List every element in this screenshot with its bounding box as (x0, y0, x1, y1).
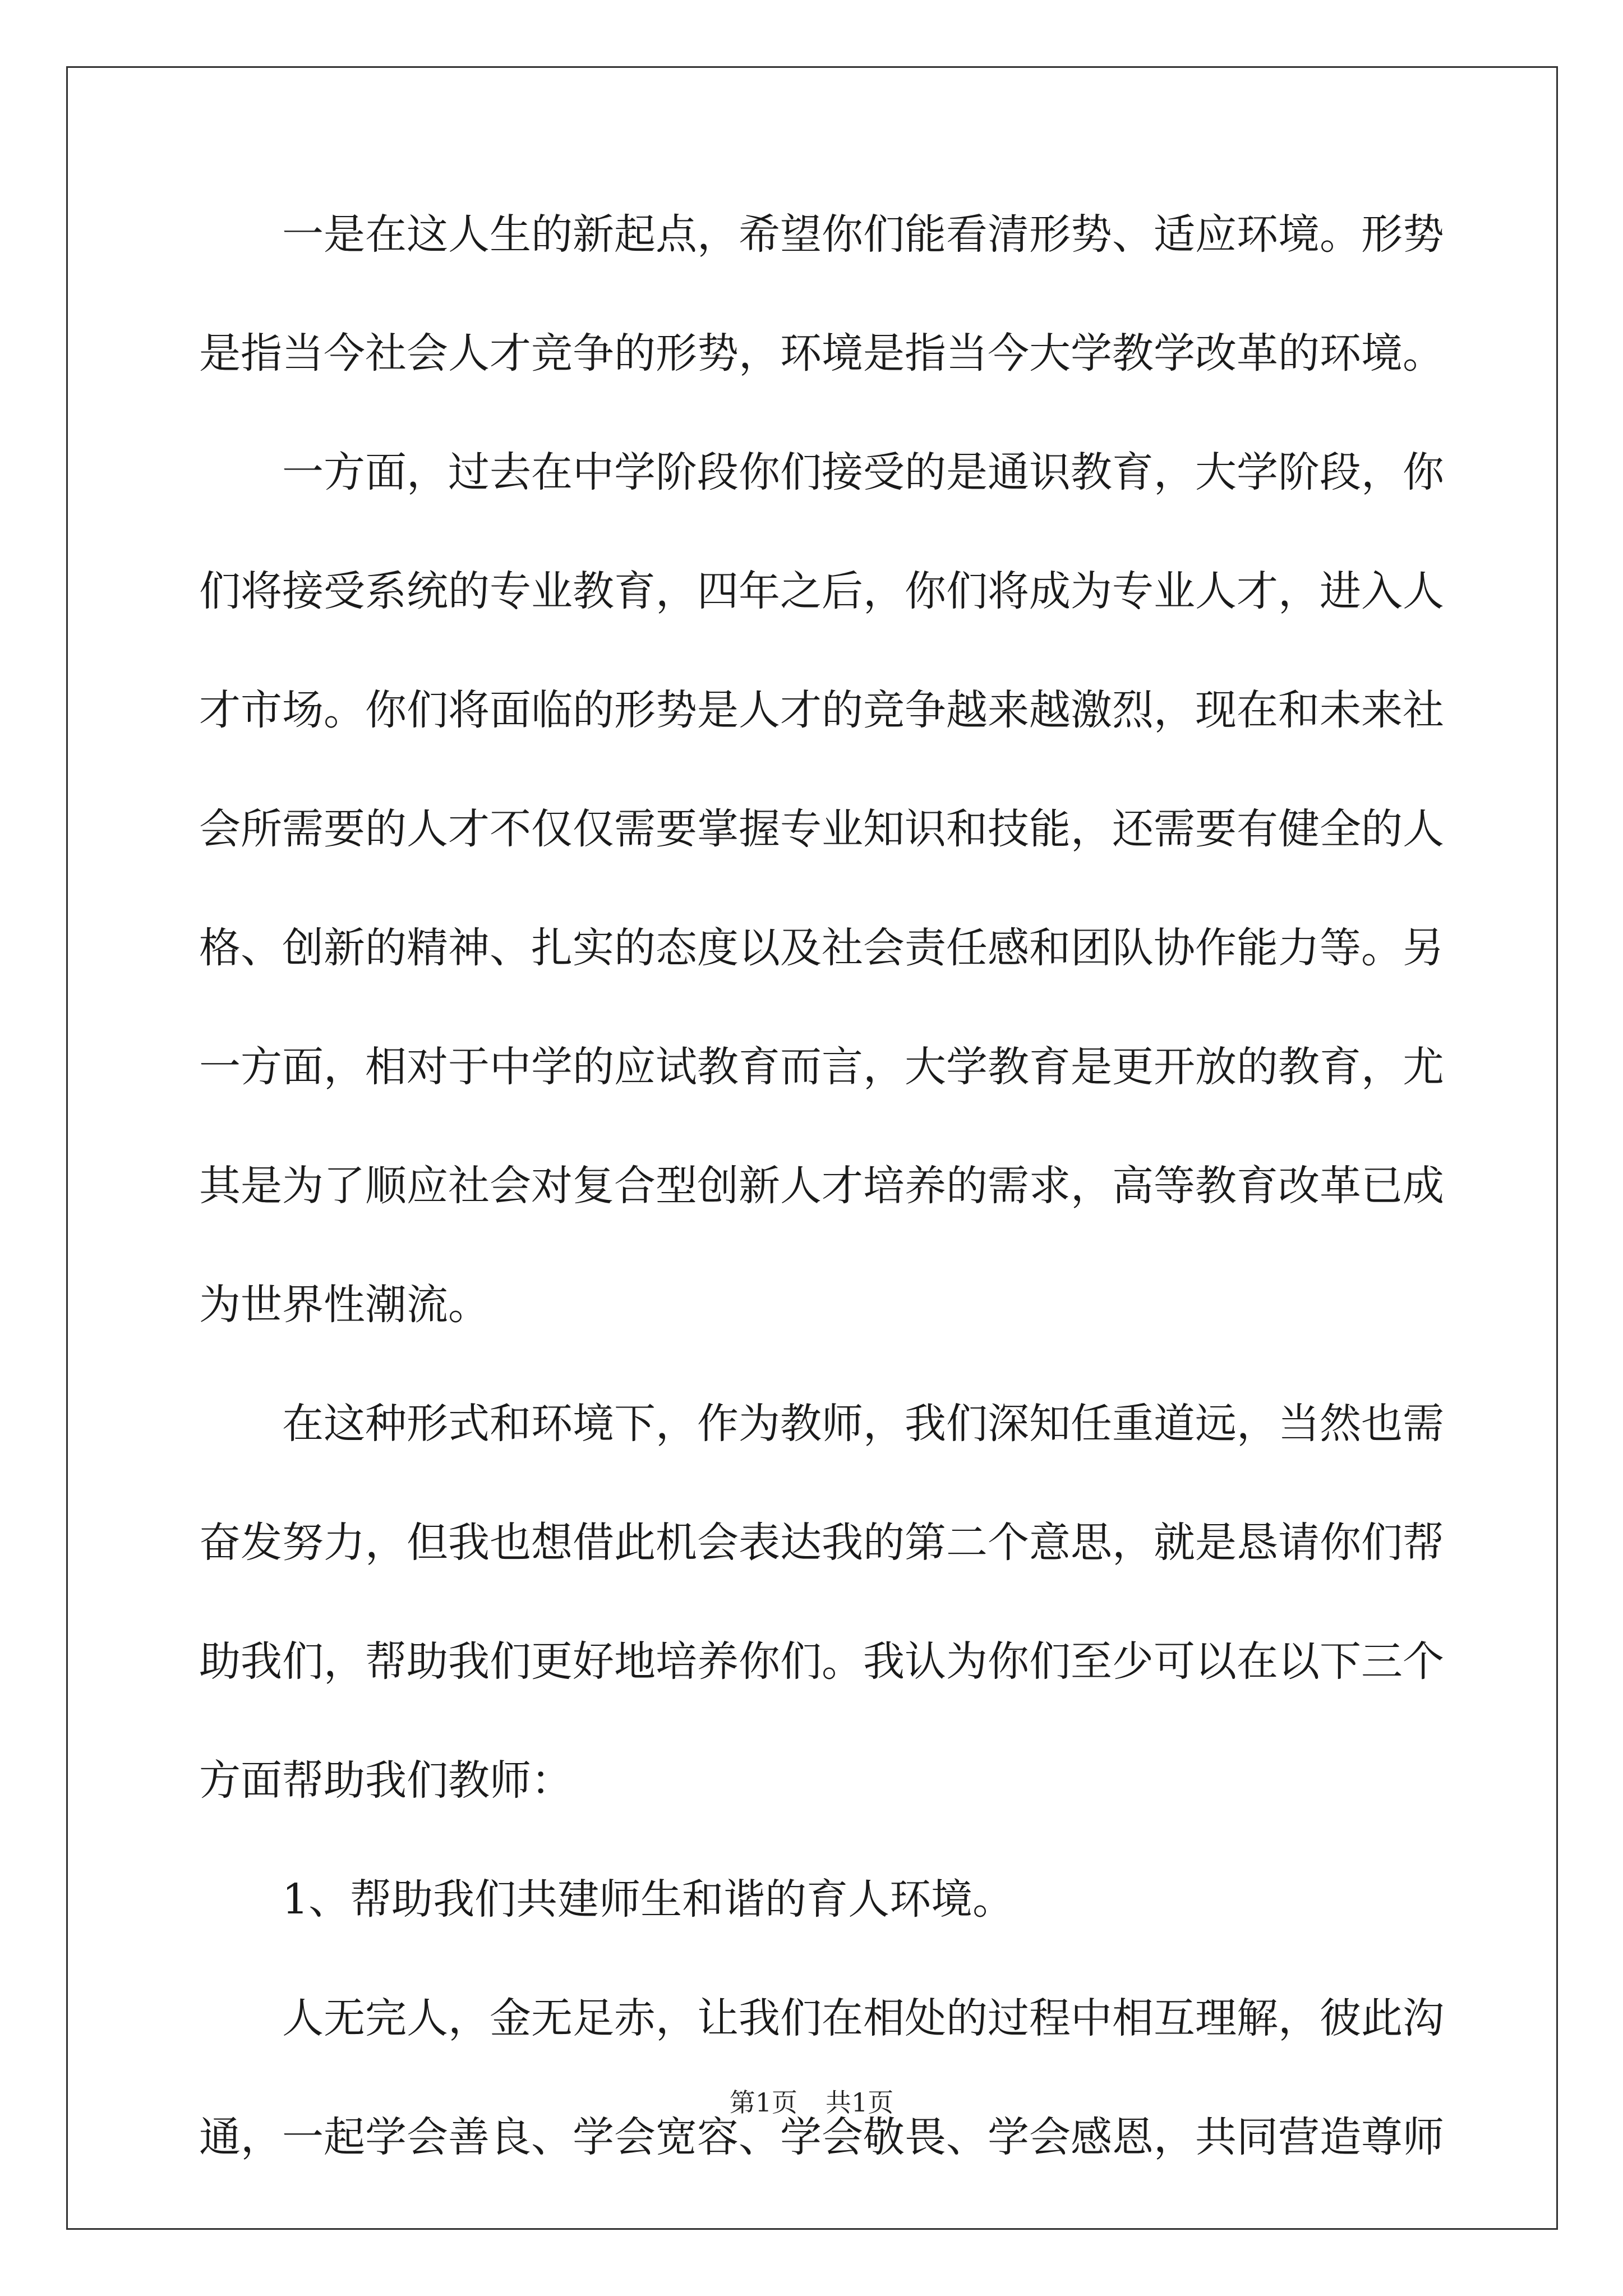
text-line: 在 这 种 形 式 和 环 境 下 ， 作 为 教 师 ， 我 们 深 知 任 重 道 远 ， 当 然 也 需 (282, 1400, 1444, 1448)
text-line: 1、帮助我们共建师生和谐的育人环境。 (199, 1875, 1015, 1924)
page-footer (0, 2086, 1623, 2119)
text-line: 会 所 需 要 的 人 才 不 仅 仅 需 要 掌 握 专 业 知 识 和 技 能 ， 还 需 要 有 健 全 的 人 (199, 805, 1444, 853)
text-line: 通 ， 一 起 学 会 善 良 、 学 会 宽 容 、 学 会 敬 畏 、 学 会 感 恩 ， 共 同 营 造 尊 师 (199, 2113, 1444, 2161)
text-line: 方面帮助我们教师： (199, 1756, 573, 1805)
text-line: 才 市 场 。 你 们 将 面 临 的 形 势 是 人 才 的 竞 争 越 来 越 激 烈 ， 现 在 和 未 来 社 (199, 686, 1444, 734)
text-line: 一 方 面 ， 过 去 在 中 学 阶 段 你 们 接 受 的 是 通 识 教 育 ， 大 学 阶 段 ， 你 (282, 448, 1444, 496)
text-line: 为世界性潮流。 (199, 1281, 490, 1329)
text-line: 们 将 接 受 系 统 的 专 业 教 育 ， 四 年 之 后 ， 你 们 将 成 为 专 业 人 才 ， 进 入 人 (199, 567, 1444, 615)
text-line: 其 是 为 了 顺 应 社 会 对 复 合 型 创 新 人 才 培 养 的 需 求 ， 高 等 教 育 改 革 已 成 (199, 1162, 1444, 1210)
text-line: 人 无 完 人 ， 金 无 足 赤 ， 让 我 们 在 相 处 的 过 程 中 相 互 理 解 ， 彼 此 沟 (282, 1994, 1444, 2042)
text-line: 助 我 们 ， 帮 助 我 们 更 好 地 培 养 你 们 。 我 认 为 你 们 至 少 可 以 在 以 下 三 个 (199, 1637, 1444, 1686)
text-line: 是 指 当 今 社 会 人 才 竞 争 的 形 势 ， 环 境 是 指 当 今 大 学 教 学 改 革 的 环 境 。 (199, 329, 1444, 378)
text-line: 一 是 在 这 人 生 的 新 起 点 ， 希 望 你 们 能 看 清 形 势 、 适 应 环 境 。 形 势 (282, 210, 1444, 259)
page-number: 第1页 (729, 2087, 797, 2118)
text-line: 一 方 面 ， 相 对 于 中 学 的 应 试 教 育 而 言 ， 大 学 教 育 是 更 开 放 的 教 育 ， 尤 (199, 1043, 1444, 1091)
text-line: 奋 发 努 力 ， 但 我 也 想 借 此 机 会 表 达 我 的 第 二 个 意 思 ， 就 是 恳 请 你 们 帮 (199, 1519, 1444, 1567)
page-total: 共1页 (826, 2087, 894, 2118)
text-line: 格 、 创 新 的 精 神 、 扎 实 的 态 度 以 及 社 会 责 任 感 和 团 队 协 作 能 力 等 。 另 (199, 924, 1444, 972)
